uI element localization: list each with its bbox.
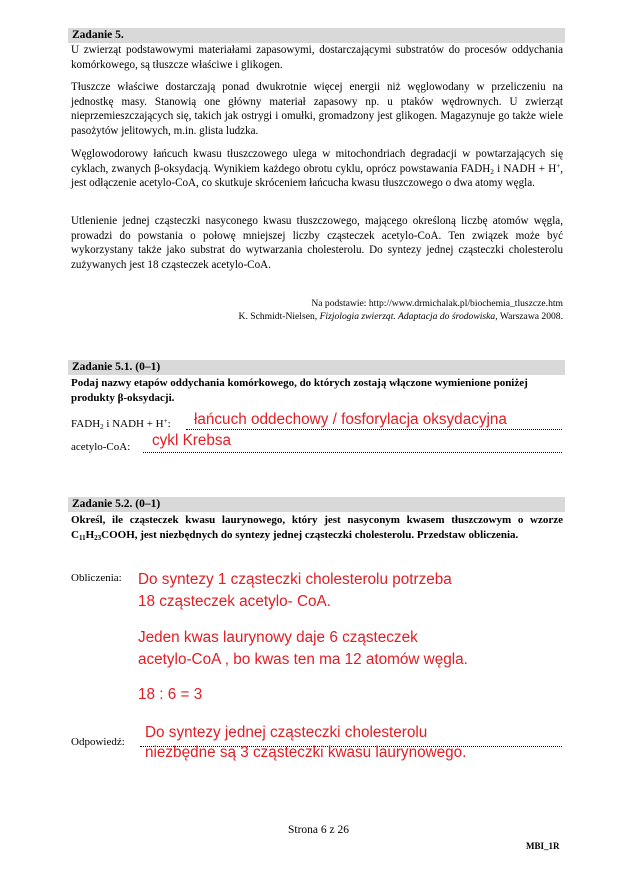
row1-answer: łańcuch oddechowy / fosforylacja oksydacyjna (194, 411, 507, 428)
task51-instruction: Podaj nazwy etapów oddychania komórkowego, do których zostają włączone wymienione poniżej produkty β-oksydacji. (71, 377, 528, 404)
task51-title: Zadanie 5.1. (0–1) (72, 361, 161, 373)
calc-line-2: 18 cząsteczek acetylo- CoA. (138, 593, 331, 610)
calc-line-1: Do syntezy 1 cząsteczki cholesterolu potrzeba (138, 571, 452, 588)
row2-answer: cykl Krebsa (152, 432, 232, 449)
row1-label: $FADH_2$ i NADH + H+: (71, 417, 171, 431)
final-answer-line-2: niezbędne są 3 cząsteczki kwasu laurynowego. (145, 744, 467, 761)
calc-label: Obliczenia: (71, 572, 122, 584)
task5-paragraph-2: Tłuszcze właściwe dostarczają ponad dwukrotnie więcej energii niż węglowodany w przeliczeniu na jednostkę masy. Stanowią one główny materiał zapasowy np. u ptaków wędrownych. U zwierząt nieprzemieszczających się, takich jak ostrygi i omułki, gromadzony jest glikogen. Magazynuje go także wiele pasożytów jelitowych, m.in. glista ludzka. (71, 81, 563, 137)
final-answer-line-1: Do syntezy jednej cząsteczki cholesterolu (145, 724, 428, 741)
source-citation (63, 297, 563, 323)
task5-paragraph-3: Węglowodorowy łańcuch kwasu tłuszczowego ulega w mitochondriach degradacji w powtarzających się cyklach, zwanych β-oksydacją. Wynikiem każdego obrotu cyklu, oprócz powstawania $FADH_2$ i NADH + H+, jest odłączenie acetylo-CoA, co skutkuje skróceniem łańcucha kwasu tłuszczowego o dwa atomy węgla. (71, 148, 563, 190)
calc-line-5: 18 : 6 = 3 (138, 686, 203, 703)
task5-paragraph-4: Utlenienie jednej cząsteczki nasyconego kwasu tłuszczowego, mającego określoną liczbę atomów węgla, prowadzi do powstania o połowę mniejszej liczby cząsteczek acetylo-CoA. Ten związek może być wykorzystany także jako substrat do wytwarzania cholesterolu. Do syntezy jednej cząsteczki cholesterolu zużywanych jest 18 cząsteczek acetylo-CoA. (71, 215, 563, 271)
task5-title: Zadanie 5. (72, 29, 124, 41)
task52-title: Zadanie 5.2. (0–1) (72, 498, 161, 510)
row2-answer-line (143, 452, 562, 453)
task51-header (68, 360, 565, 375)
calc-line-3: Jeden kwas laurynowy daje 6 cząsteczek (138, 629, 418, 646)
row1-answer-line (186, 429, 562, 430)
source-line-2: K. Schmidt-Nielsen, Fizjologia zwierząt. Adaptacja do środowiska, Warszawa 2008. (238, 311, 563, 322)
exam-code: MBI_1R (526, 841, 560, 851)
task5-header (68, 28, 565, 43)
task52-header (68, 497, 565, 512)
answer-label: Odpowiedź: (71, 736, 125, 748)
row2-label: acetylo-CoA: (71, 441, 131, 453)
source-line-1: Na podstawie: http://www.drmichalak.pl/biochemia_tluszcze.htm (311, 298, 563, 309)
task5-paragraph-1: U zwierząt podstawowymi materiałami zapasowymi, dostarczającymi substratów do procesów oddychania komórkowego, są tłuszcze właściwe i glikogen. (71, 44, 563, 71)
page-number: Strona 6 z 26 (287, 824, 349, 836)
calc-line-4: acetylo-CoA , bo kwas ten ma 12 atomów węgla. (138, 651, 468, 668)
task52-instruction: Określ, ile cząsteczek kwasu laurynowego, który jest nasyconym kwasem tłuszczowym o wzorze $C_{11}H_{23}COOH$, jest niezbędnych do syntezy jednej cząsteczki cholesterolu. Przedstaw obliczenia. (71, 514, 563, 542)
